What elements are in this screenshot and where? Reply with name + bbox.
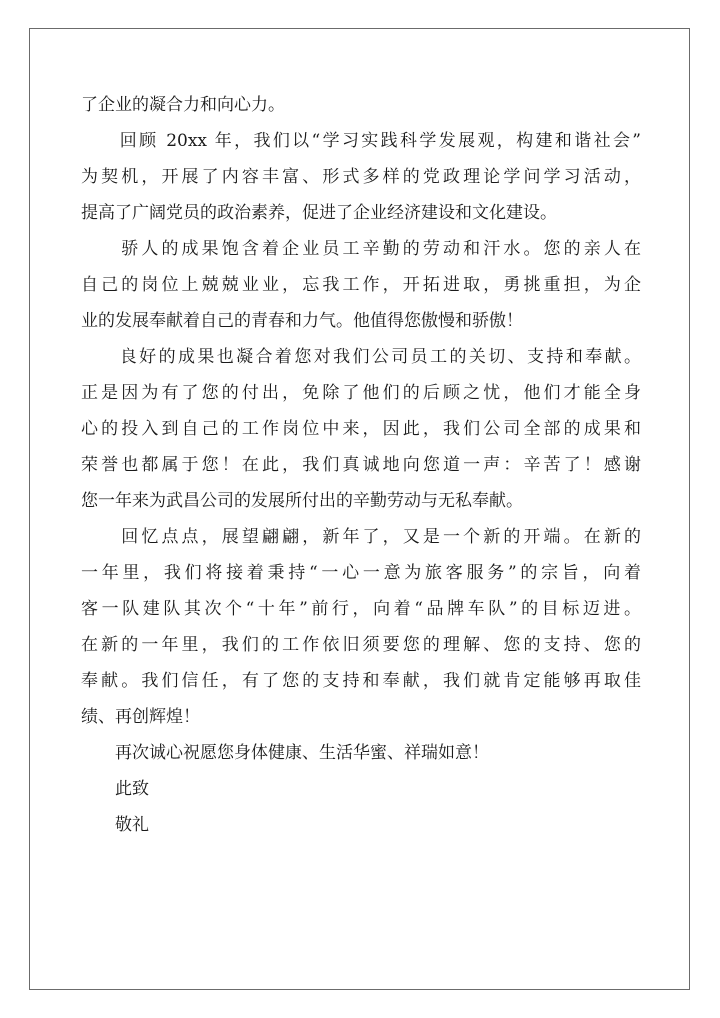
paragraph bbox=[81, 771, 641, 807]
paragraph bbox=[81, 231, 641, 339]
text-line: 心的投入到自己的工作岗位中来，因此，我们公司全部的成果和 bbox=[81, 419, 641, 439]
paragraph bbox=[81, 807, 641, 843]
paragraph bbox=[81, 519, 641, 735]
text-line: 客一队建队其次个“十年”前行，向着“品牌车队”的目标迈进。 bbox=[81, 599, 641, 619]
text-line: 绩、再创辉煌！ bbox=[81, 707, 200, 727]
text-line: 此致 bbox=[81, 779, 149, 799]
text-line: 正是因为有了您的付出，免除了他们的后顾之忧，他们才能全身 bbox=[81, 383, 641, 403]
text-line: 敬礼 bbox=[81, 815, 149, 835]
paragraph bbox=[81, 123, 641, 231]
text-line: 骄人的成果饱含着企业员工辛勤的劳动和汗水。您的亲人在 bbox=[81, 239, 641, 259]
text-line: 荣誉也都属于您！在此，我们真诚地向您道一声：辛苦了！感谢 bbox=[81, 455, 641, 475]
text-line: 在新的一年里，我们的工作依旧须要您的理解、您的支持、您的 bbox=[81, 635, 641, 655]
text-line: 为契机，开展了内容丰富、形式多样的党政理论学问学习活动， bbox=[81, 167, 641, 187]
text-line: 奉献。我们信任，有了您的支持和奉献，我们就肯定能够再取佳 bbox=[81, 671, 641, 691]
text-line: 业的发展奉献着自己的青春和力气。他值得您傲慢和骄傲！ bbox=[81, 311, 523, 331]
text-line: 自己的岗位上兢兢业业，忘我工作，开拓进取，勇挑重担，为企 bbox=[81, 275, 641, 295]
letter-body bbox=[81, 87, 641, 843]
text-line: 再次诚心祝愿您身体健康、生活华蜜、祥瑞如意！ bbox=[81, 743, 489, 763]
paragraph bbox=[81, 735, 641, 771]
text-line: 提高了广阔党员的政治素养，促进了企业经济建设和文化建设。 bbox=[81, 203, 557, 223]
paragraph bbox=[81, 339, 641, 519]
text-line: 回忆点点，展望翩翩，新年了，又是一个新的开端。在新的 bbox=[81, 527, 641, 547]
text-line: 了企业的凝合力和向心力。 bbox=[81, 95, 285, 115]
text-line: 回顾 20xx 年，我们以“学习实践科学发展观，构建和谐社会” bbox=[81, 131, 641, 151]
text-line: 良好的成果也凝合着您对我们公司员工的关切、支持和奉献。 bbox=[81, 347, 641, 367]
text-line: 一年里，我们将接着秉持“一心一意为旅客服务”的宗旨，向着 bbox=[81, 563, 641, 583]
text-line: 您一年来为武昌公司的发展所付出的辛勤劳动与无私奉献。 bbox=[81, 491, 523, 511]
paragraph bbox=[81, 87, 641, 123]
